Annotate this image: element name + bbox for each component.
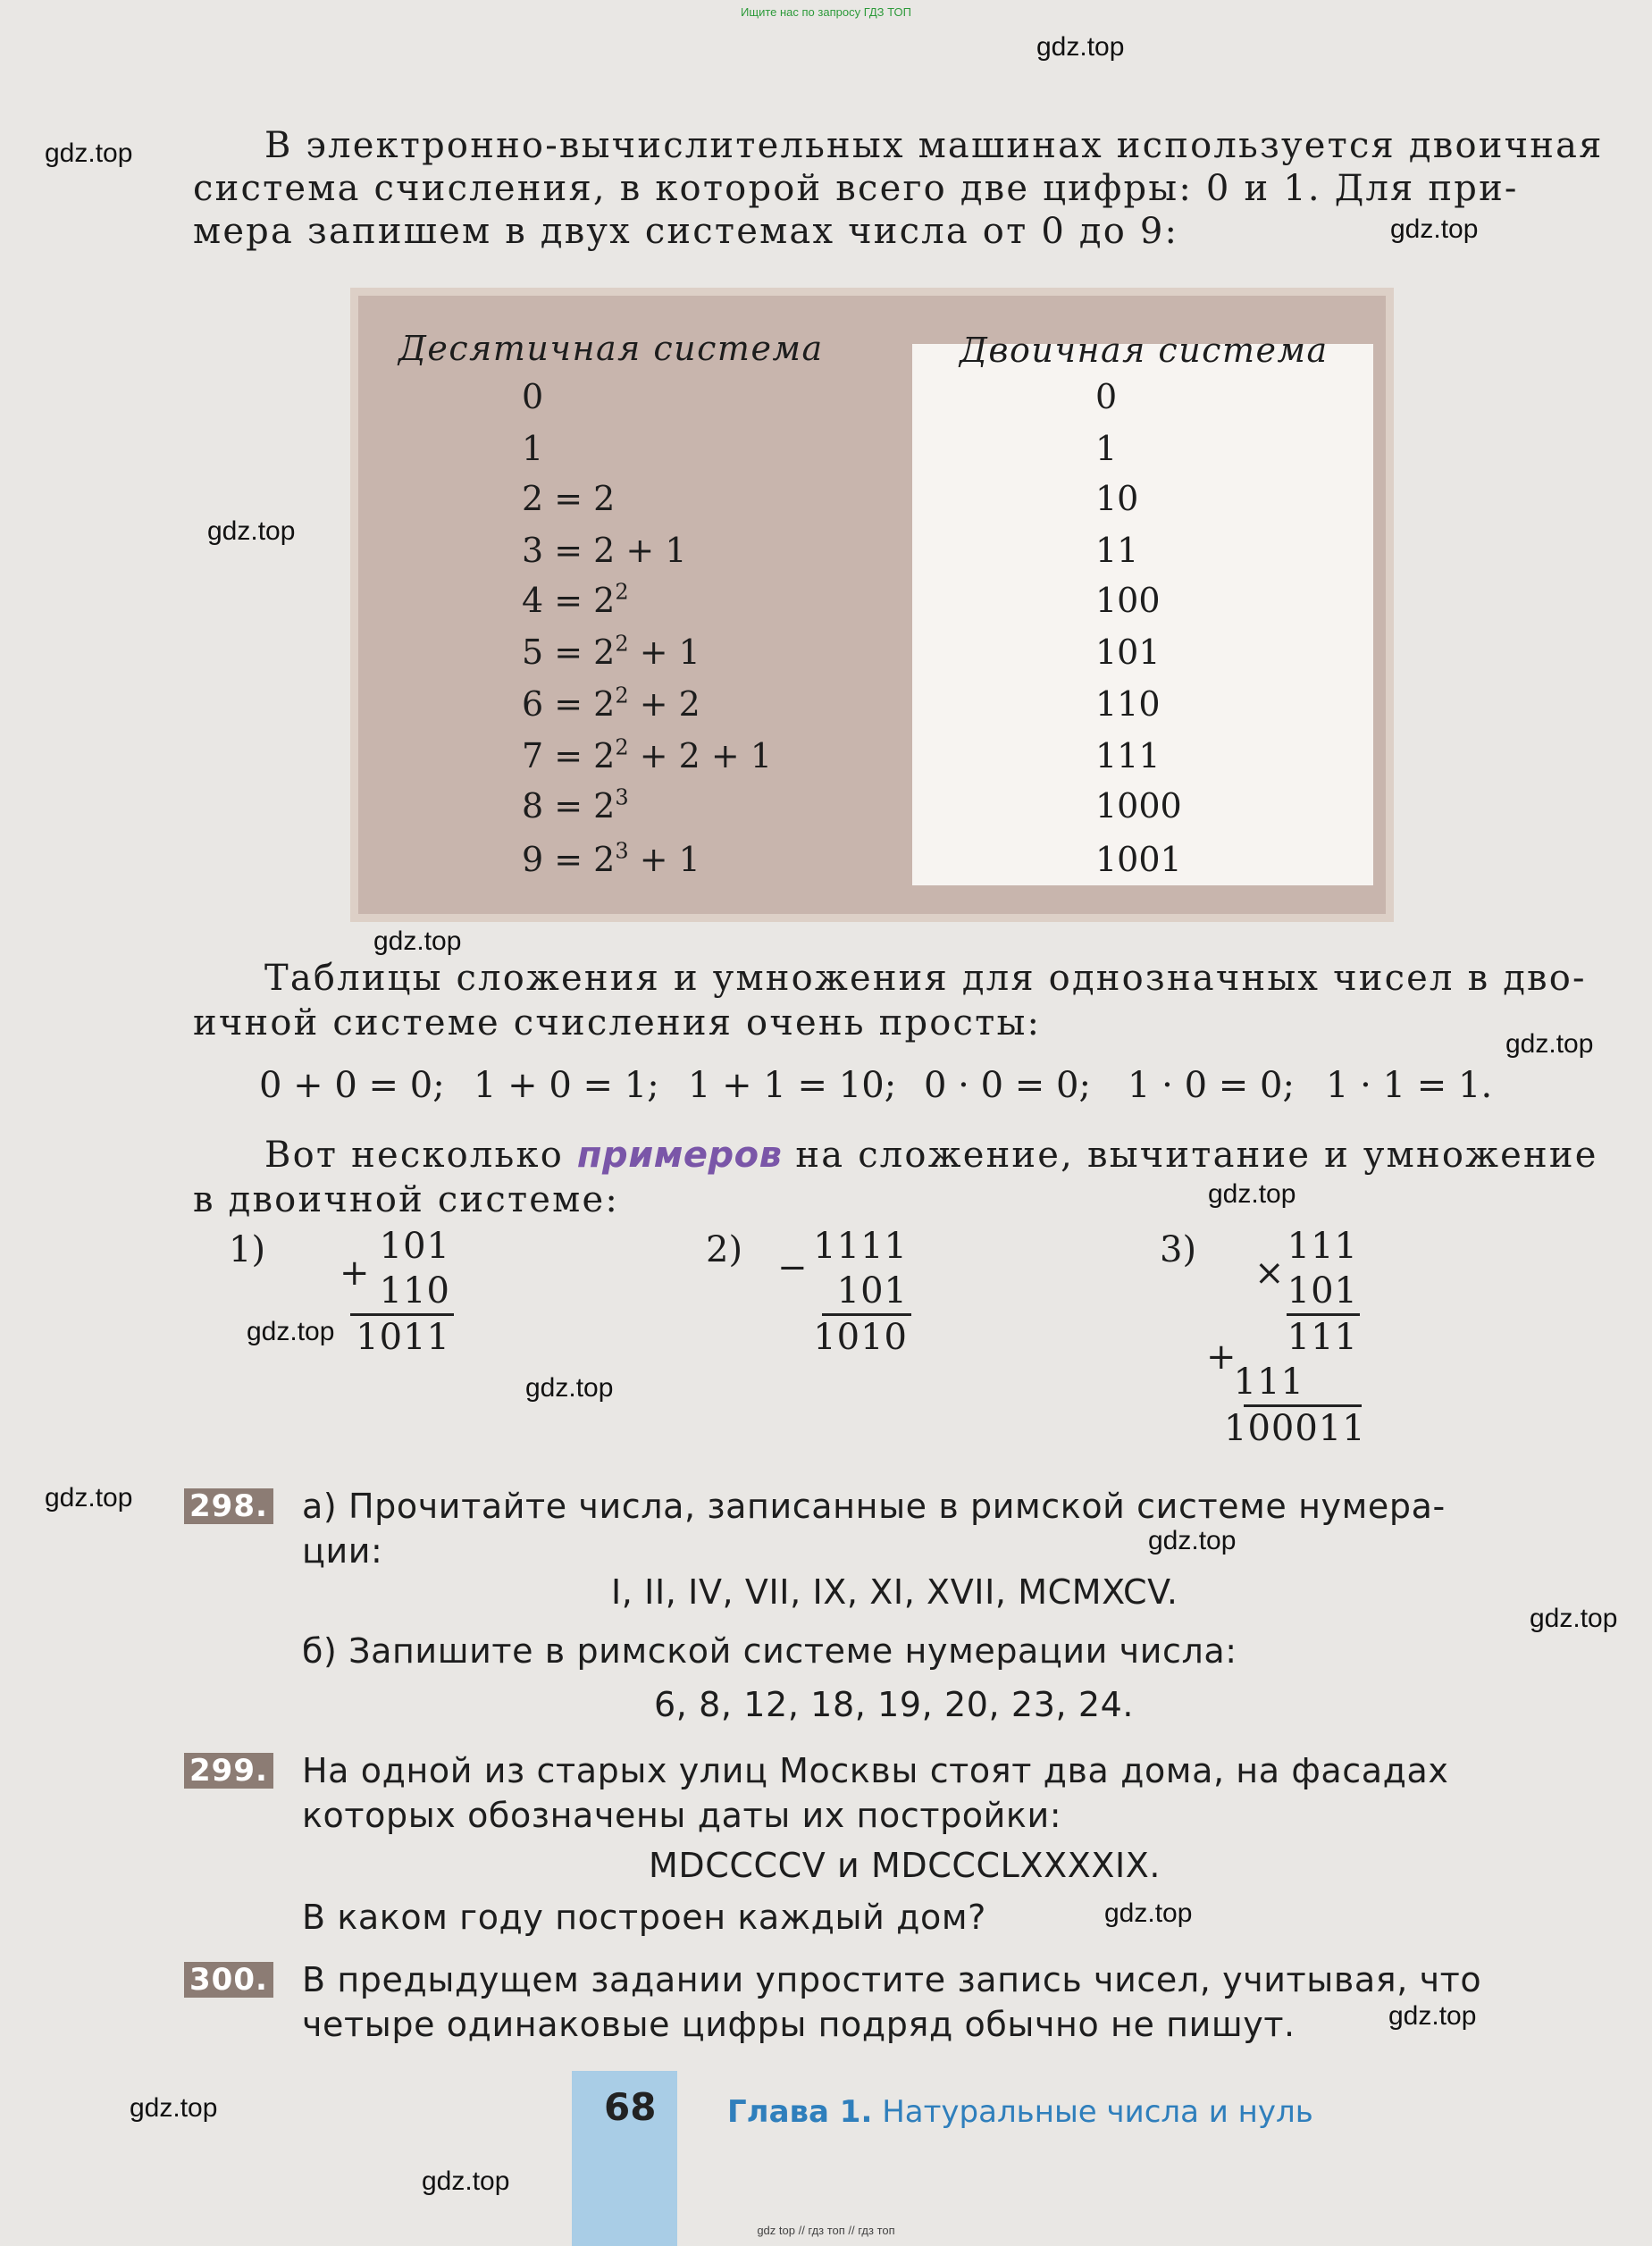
watermark: gdz.top	[207, 516, 296, 546]
example-3-partial-2: 111	[1233, 1362, 1304, 1403]
binary-row: 10	[1095, 479, 1139, 518]
chapter-name: Натуральные числа и нуль	[882, 2094, 1313, 2130]
decimal-row	[522, 531, 687, 570]
example-3-partial-1: 111	[1287, 1317, 1358, 1358]
decimal-row-tail: + 2	[628, 684, 700, 724]
task-299-line-2: которых обозначены даты их постройки:	[302, 1796, 1062, 1835]
examples-intro-line-1	[264, 1135, 1598, 1176]
decimal-header: Десятичная система	[398, 329, 824, 368]
decimal-row-base: 1	[522, 429, 544, 468]
rule-2: 1 + 0 = 1;	[474, 1065, 659, 1106]
example-3-result: 100011	[1224, 1408, 1366, 1449]
example-1-label: 1)	[229, 1229, 266, 1270]
task-300-badge: 300.	[184, 1962, 273, 1998]
decimal-row-base: 4 = 2	[522, 581, 616, 620]
example-3-operator: ×	[1254, 1253, 1285, 1294]
watermark: gdz.top	[1530, 1604, 1618, 1633]
rule-6: 1 · 1 = 1.	[1326, 1065, 1493, 1106]
rule-5: 1 · 0 = 0;	[1128, 1065, 1295, 1106]
watermark: gdz.top	[422, 2166, 510, 2196]
decimal-row-exponent: 2	[615, 734, 629, 760]
examples-highlight: примеров	[576, 1135, 783, 1176]
watermark: gdz.top	[525, 1373, 614, 1403]
watermark: gdz.top	[247, 1317, 335, 1346]
decimal-row-base: 0	[522, 377, 544, 416]
task-298-line-2: ции:	[302, 1531, 383, 1571]
examples-intro-line-2: в двоичной системе:	[193, 1179, 620, 1220]
example-3-label: 3)	[1160, 1229, 1197, 1270]
decimal-row-tail: + 2 + 1	[628, 736, 772, 775]
watermark: gdz.top	[130, 2093, 218, 2123]
example-2-result: 1010	[813, 1317, 908, 1358]
binary-row: 1000	[1095, 786, 1182, 825]
decimal-row	[522, 377, 543, 416]
watermark: gdz.top	[1148, 1526, 1237, 1555]
task-298-roman: I, II, IV, VII, IX, XI, XVII, MCMXCV.	[611, 1572, 1178, 1612]
binary-row: 11	[1095, 531, 1139, 570]
example-3-plus: +	[1206, 1337, 1237, 1378]
decimal-row	[522, 736, 772, 775]
decimal-row-base: 2 = 2	[522, 479, 616, 518]
decimal-row	[522, 633, 700, 672]
watermark: gdz.top	[45, 138, 133, 168]
chapter-title	[727, 2094, 1313, 2130]
chapter-label: Глава 1.	[727, 2094, 873, 2130]
example-3-a: 111	[1287, 1226, 1358, 1267]
example-2-rule	[822, 1313, 911, 1316]
decimal-row-base: 9 = 2	[522, 840, 616, 879]
task-298-line-4: б) Запишите в римской системе нумерации числа:	[302, 1631, 1237, 1671]
task-300-line-2: четыре одинаковые цифры подряд обычно не пишут.	[302, 2005, 1296, 2044]
task-298-line-1: а) Прочитайте числа, записанные в римской системе нумера-	[302, 1487, 1446, 1526]
decimal-row-tail: + 1	[628, 840, 700, 879]
task-299-line-1: На одной из старых улиц Москвы стоят два дома, на фасадах	[302, 1751, 1449, 1790]
decimal-row	[522, 684, 700, 724]
intro-line-1: В электронно-вычислительных машинах используется двоичная	[264, 125, 1604, 166]
binary-row: 0	[1095, 377, 1118, 416]
example-2-label: 2)	[706, 1229, 743, 1270]
watermark: gdz.top	[1505, 1029, 1594, 1059]
watermark: gdz.top	[1388, 2001, 1477, 2031]
tables-line-1: Таблицы сложения и умножения для однозначных чисел в дво-	[264, 958, 1587, 999]
binary-header: Двоичная система	[960, 331, 1329, 370]
top-banner: Ищите нас по запросу ГДЗ ТОП	[741, 5, 911, 19]
binary-row: 101	[1095, 633, 1161, 672]
decimal-row	[522, 479, 615, 518]
decimal-row	[522, 786, 629, 825]
example-2-operator: −	[777, 1247, 808, 1288]
decimal-row-base: 7 = 2	[522, 736, 616, 775]
binary-row: 111	[1095, 736, 1161, 775]
decimal-row-tail: + 1	[628, 633, 700, 672]
watermark: gdz.top	[373, 926, 462, 956]
decimal-row-exponent: 3	[615, 838, 629, 864]
example-3-rule-2	[1244, 1404, 1362, 1407]
decimal-row-base: 3 = 2 + 1	[522, 531, 687, 570]
example-1-a: 101	[379, 1226, 450, 1267]
decimal-row-exponent: 3	[615, 784, 629, 810]
intro-line-3: мера запишем в двух системах числа от 0 до 9:	[193, 211, 1179, 252]
task-299-line-4: В каком году построен каждый дом?	[302, 1898, 986, 1937]
watermark: gdz.top	[1104, 1898, 1193, 1928]
rule-1: 0 + 0 = 0;	[259, 1065, 445, 1106]
decimal-row-exponent: 2	[615, 631, 629, 657]
task-298-badge: 298.	[184, 1488, 273, 1524]
binary-row: 110	[1095, 684, 1161, 724]
binary-row: 1001	[1095, 840, 1182, 879]
watermark: gdz.top	[1036, 32, 1125, 62]
watermark: gdz.top	[1208, 1179, 1296, 1209]
decimal-row-exponent: 2	[615, 579, 629, 605]
page-number: 68	[604, 2085, 657, 2129]
binary-row: 1	[1095, 429, 1118, 468]
rule-3: 1 + 1 = 10;	[688, 1065, 897, 1106]
watermark: gdz.top	[45, 1483, 133, 1513]
examples-intro-before: Вот несколько	[264, 1135, 577, 1176]
example-2-b: 101	[836, 1270, 908, 1312]
watermark: gdz.top	[1390, 214, 1479, 244]
example-1-rule	[350, 1313, 454, 1316]
decimal-row-base: 5 = 2	[522, 633, 616, 672]
example-1-b: 110	[379, 1270, 450, 1312]
binary-row: 100	[1095, 581, 1161, 620]
intro-line-2: система счисления, в которой всего две цифры: 0 и 1. Для при-	[193, 168, 1519, 209]
decimal-row	[522, 581, 629, 620]
task-298-numbers: 6, 8, 12, 18, 19, 20, 23, 24.	[654, 1685, 1135, 1724]
decimal-row	[522, 429, 543, 468]
example-1-operator: +	[340, 1253, 370, 1294]
task-300-line-1: В предыдущем задании упростите запись чисел, учитывая, что	[302, 1960, 1482, 1999]
example-1-result: 1011	[356, 1317, 450, 1358]
decimal-row-exponent: 2	[615, 683, 629, 708]
examples-intro-after: на сложение, вычитание и умножение	[782, 1135, 1598, 1176]
tables-line-2: ичной системе счисления очень просты:	[193, 1002, 1042, 1043]
bottom-banner: gdz top // гдз топ // гдз топ	[757, 2224, 895, 2237]
rule-4: 0 · 0 = 0;	[924, 1065, 1091, 1106]
decimal-row-base: 8 = 2	[522, 786, 616, 825]
example-3-b: 101	[1287, 1270, 1358, 1312]
example-3-rule-1	[1287, 1313, 1360, 1316]
task-299-dates: MDCCCCV и MDCCCLXXXXIX.	[649, 1846, 1161, 1885]
example-2-a: 1111	[813, 1226, 908, 1267]
decimal-row-base: 6 = 2	[522, 684, 616, 724]
task-299-badge: 299.	[184, 1753, 273, 1789]
decimal-row	[522, 840, 700, 879]
number-systems-table	[350, 288, 1394, 922]
